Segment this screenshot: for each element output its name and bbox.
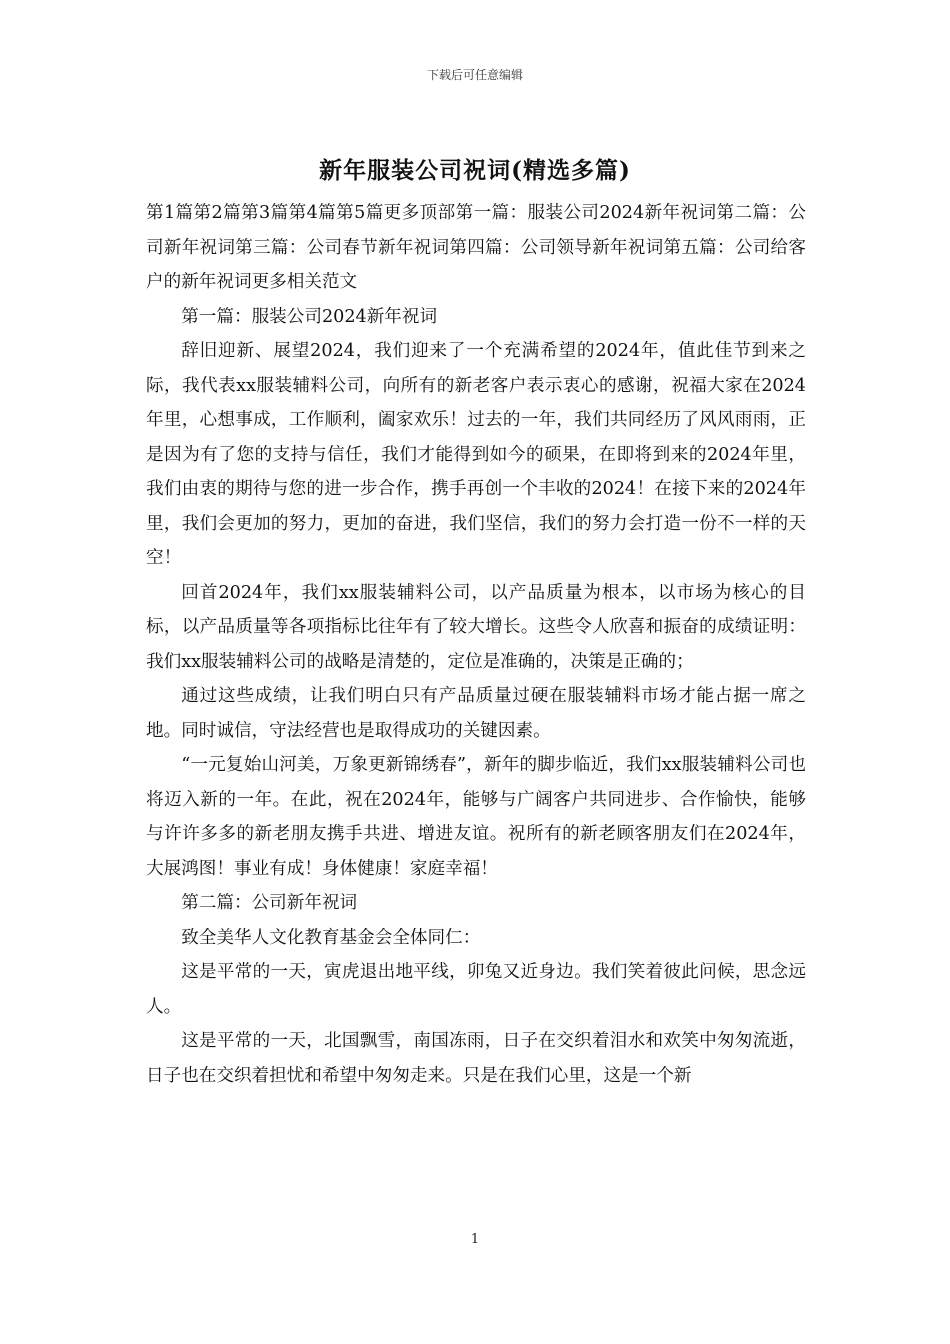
table-of-contents: 第1篇第2篇第3篇第4篇第5篇更多顶部第一篇：服装公司2024新年祝词第二篇：公司新年祝词第三篇：公司春节新年祝词第四篇：公司领导新年祝词第五篇：公司给客户的新年祝词更多相关范文 [146,203,806,292]
document-body [146,196,806,1093]
paragraph: 第二篇：公司新年祝词 [181,893,358,913]
paragraph: “一元复始山河美，万象更新锦绣春”，新年的脚步临近，我们xx服装辅料公司也将迈入新的一年。在此，祝在2024年，能够与广阔客户共同进步、合作愉快，能够与许许多多的新老朋友携手共进、增进友谊。祝所有的新老顾客朋友们在2024年，大展鸿图！事业有成！身体健康！家庭幸福！ [146,755,806,879]
paragraph: 第一篇：服装公司2024新年祝词 [181,306,438,327]
page-header-note: 下载后可任意编辑 [426,68,523,82]
paragraph: 致全美华人文化教育基金会全体同仁： [181,927,481,948]
paragraph: 这是平常的一天，寅虎退出地平线，卯兔又近身边。我们笑着彼此问候，思念远人。 [146,962,806,1017]
paragraph: 通过这些成绩，让我们明白只有产品质量过硬在服装辅料市场才能占据一席之地。同时诚信，守法经营也是取得成功的关键因素。 [146,686,806,741]
document-title: 新年服装公司祝词(精选多篇) [319,157,631,184]
page-number: 1 [470,1232,480,1247]
paragraph: 这是平常的一天，北国飘雪，南国冻雨，日子在交织着泪水和欢笑中匆匆流逝，日子也在交织着担忧和希望中匆匆走来。只是在我们心里，这是一个新 [146,1031,806,1086]
paragraph: 回首2024年，我们xx服装辅料公司，以产品质量为根本，以市场为核心的目标，以产品质量等各项指标比往年有了较大增长。这些令人欣喜和振奋的成绩证明：我们xx服装辅料公司的战略是清楚的，定位是准确的，决策是正确的； [146,582,806,672]
paragraph: 辞旧迎新、展望2024，我们迎来了一个充满希望的2024年，值此佳节到来之际，我代表xx服装辅料公司，向所有的新老客户表示衷心的感谢，祝福大家在2024年里，心想事成，工作顺利，阖家欢乐！过去的一年，我们共同经历了风风雨雨，正是因为有了您的支持与信任，我们才能得到如今的硕果，在即将到来的2024年里，我们由衷的期待与您的进一步合作，携手再创一个丰收的2024！在接下来的2024年里，我们会更加的努力，更加的奋进，我们坚信，我们的努力会打造一份不一样的天空！ [146,341,806,568]
